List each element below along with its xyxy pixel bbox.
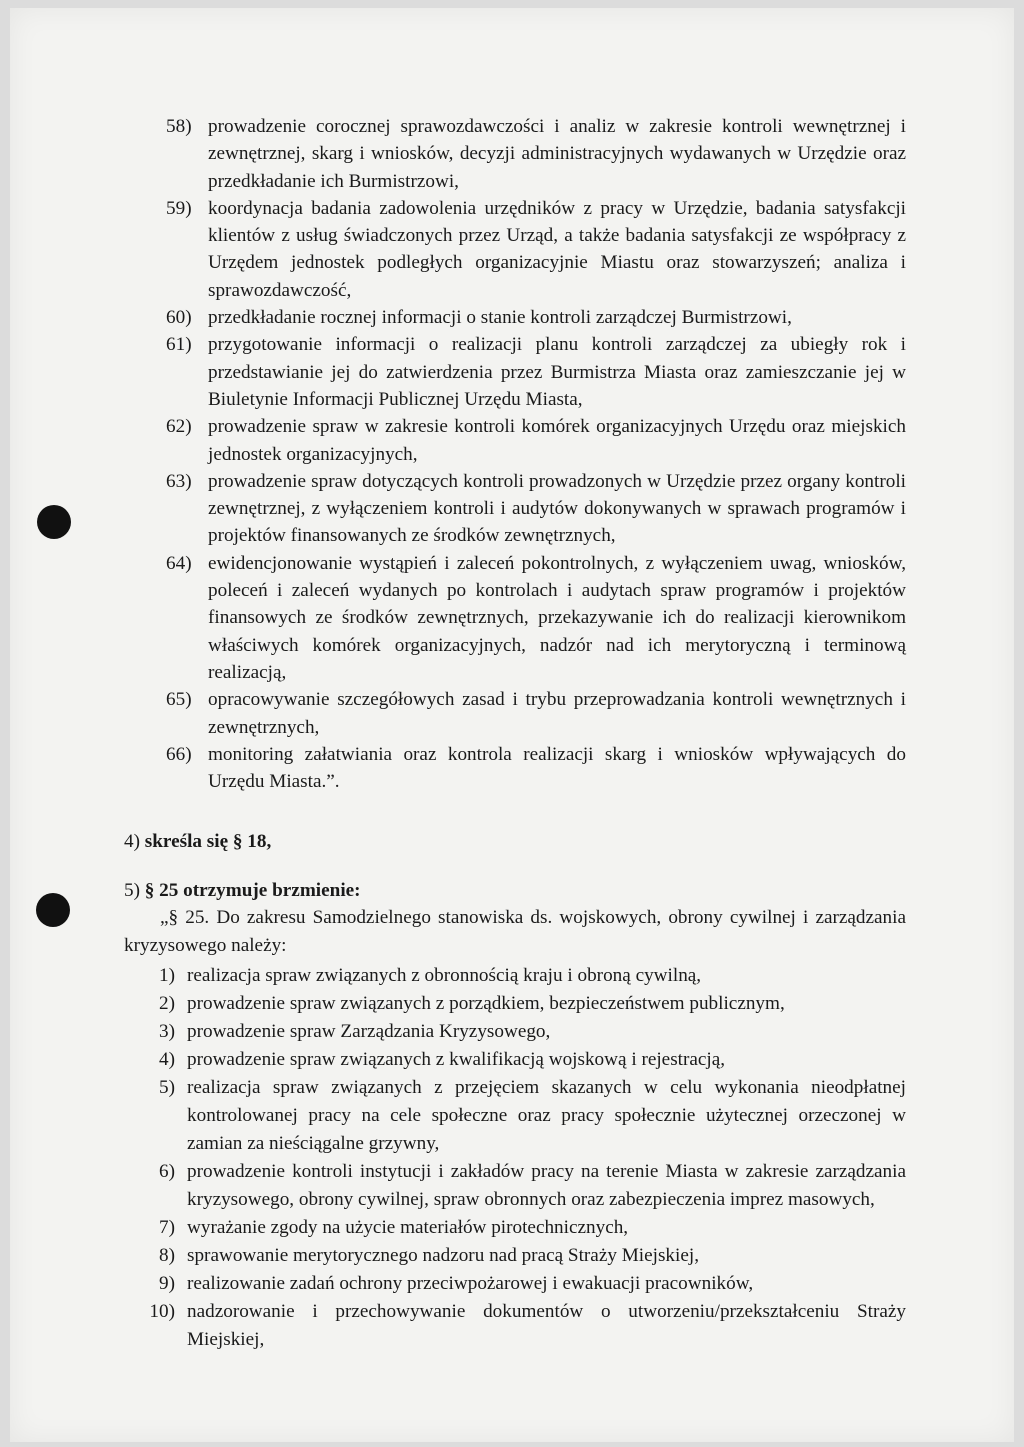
item-number: 2) [159,993,175,1014]
item-text: prowadzenie spraw związanych z kwalifikacją wojskową i rejestracją, [187,1049,726,1070]
item-number: 7) [159,1217,175,1238]
item-text: ewidencjonowanie wystąpień i zaleceń pokontrolnych, z wyłączeniem uwag, wniosków, poleceń i zaleceń wydanych po kontrolach i audytach spraw programów i projektów finansowych ze środków zewnętrznych, przekazywanie ich do realizacji kierownikom właściwych komórek organizacyjnych, nadzór nad ich merytoryczną i terminową realizacją, [208,552,906,683]
item-text: monitoring załatwiania oraz kontrola realizacji skarg i wniosków wpływających do Urzędu Miasta.”. [208,743,906,793]
item-number: 65) [166,689,192,711]
item-number: 3) [159,1021,175,1042]
item-number: 64) [166,552,192,574]
item-number: 6) [159,1161,175,1182]
item-text: koordynacja badania zadowolenia urzędników z pracy w Urzędzie, badania satysfakcji klientów z usług świadczonych przez Urząd, a także badania satysfakcji ze współpracy z Urzędem jednostek podległych organizacyjnie Miastu oraz stowarzyszeń; analiza i sprawozdawczość, [208,197,906,301]
paragraph-25-intro [124,904,906,959]
item-number: 10) [149,1301,175,1322]
item-number: 60) [166,307,192,329]
item-text: opracowywanie szczegółowych zasad i trybu przeprowadzania kontroli wewnętrznych i zewnętrznych, [208,689,906,738]
list-item [166,195,906,304]
list-item [132,1270,906,1298]
item-text: prowadzenie spraw w zakresie kontroli komórek organizacyjnych Urzędu oraz miejskich jednostek organizacyjnych, [208,416,906,465]
list-item [132,990,906,1018]
point-5 [124,877,361,904]
list-item [132,1158,906,1214]
item-text: przygotowanie informacji o realizacji planu kontroli zarządczej za ubiegły rok i przedstawianie jej do zatwierdzenia przez Burmistrza Miasta oraz zamieszczanie jej w Biuletynie Informacji Publicznej Urzędu Miasta, [208,334,906,410]
item-text: przedkładanie rocznej informacji o stanie kontroli zarządczej Burmistrzowi, [208,307,792,329]
list-item [166,550,906,686]
list-item [166,686,906,741]
list-item [166,113,906,195]
item-text: realizowanie zadań ochrony przeciwpożarowej i ewakuacji pracowników, [187,1273,754,1294]
list-item [132,962,906,990]
list-item [166,741,906,796]
item-number: 62) [166,416,192,438]
list-item [166,413,906,468]
list-item [166,331,906,413]
list-item [166,304,906,331]
item-text: prowadzenie kontroli instytucji i zakładów pracy na terenie Miasta w zakresie zarządzania kryzysowego, obrony cywilnej, spraw obronnych oraz zabezpieczenia imprez masowych, [187,1161,906,1210]
item-number: 63) [166,470,192,492]
item-number: 4) [159,1049,175,1070]
list-item [132,1298,906,1354]
item-number: 58) [166,116,192,137]
item-text: realizacja spraw związanych z przejęciem skazanych w celu wykonania nieodpłatnej kontrolowanej pracy na cele społeczne oraz pracy społecznie użytecznej orzeczonej w zamian za nieściągalne grzywny, [187,1077,906,1154]
list-item [132,1214,906,1242]
item-text: wyrażanie zgody na użycie materiałów pirotechnicznych, [187,1217,629,1238]
item-number: 61) [166,334,192,356]
item-text: prowadzenie spraw dotyczących kontroli prowadzonych w Urzędzie przez organy kontroli zewnętrznej, z wyłączeniem kontroli i audytów dokonywanych w sprawach programów i projektów finansowanych ze środków zewnętrznych, [208,470,906,547]
point-4-prefix: 4) [124,831,145,852]
item-number: 5) [159,1077,175,1098]
item-text: prowadzenie spraw Zarządzania Kryzysowego, [187,1021,551,1042]
point-5-prefix: 5) [124,880,145,901]
item-number: 59) [166,197,192,219]
item-number: 66) [166,743,192,765]
item-text: nadzorowanie i przechowywanie dokumentów o utworzeniu/przekształceniu Straży Miejskiej, [187,1301,906,1350]
item-text: prowadzenie spraw związanych z porządkiem, bezpieczeństwem publicznym, [187,993,785,1014]
list-item [132,1046,906,1074]
item-number: 8) [159,1245,175,1266]
item-number: 1) [159,965,175,986]
section-items-list [166,113,906,795]
paragraph-25-intro-text: „§ 25. Do zakresu Samodzielnego stanowiska ds. wojskowych, obrony cywilnej i zarządzania kryzysowego należy: [124,907,906,956]
point-5-text: § 25 otrzymuje brzmienie: [144,880,361,901]
list-item [132,1242,906,1270]
item-number: 9) [159,1273,175,1294]
item-text: prowadzenie corocznej sprawozdawczości i analiz w zakresie kontroli wewnętrznej i zewnętrznej, skarg i wniosków, decyzji administracyjnych wydawanych w Urzędzie oraz przedkładanie ich Burmistrzowi, [208,116,906,192]
punch-hole-bottom [36,893,70,927]
list-item [132,1018,906,1046]
point-4 [124,828,271,855]
item-text: realizacja spraw związanych z obronnością kraju i obroną cywilną, [187,965,702,986]
list-item [166,468,906,550]
list-item [132,1074,906,1158]
point-4-text: skreśla się § 18, [144,831,272,852]
punch-hole-top [37,505,71,539]
paragraph-25-list [132,962,906,1354]
item-text: sprawowanie merytorycznego nadzoru nad pracą Straży Miejskiej, [187,1245,700,1266]
